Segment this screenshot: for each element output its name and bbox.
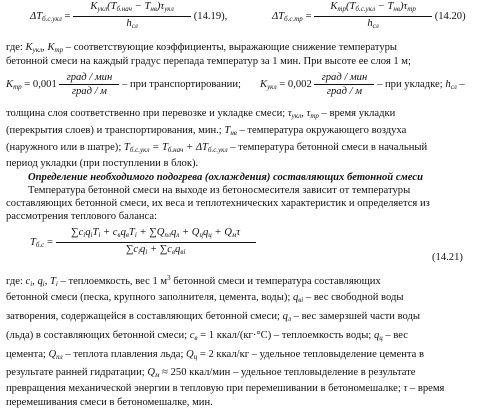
text-line: составляющих бетонной смеси, их веса и теплотехнических характеристик и определяется из bbox=[6, 198, 430, 209]
text-line: бетонной смеси (песка, крупного заполнителя, цемента, воды); $q_{вi}$ – вес свободной воды bbox=[6, 292, 404, 304]
text-line: перемешивания смеси в бетономешалке, мин. bbox=[6, 397, 213, 408]
ktr-formula: $K_{тр} = 0,001$ $\frac{\text{град / мин}}{\text{град / м}}$ – при транспортировании; bbox=[6, 72, 241, 97]
text-line: толщина слоя соответственно при перевозке и укладке смеси; $\tau_{укл}$, $\tau_{тр}$ – время укладки bbox=[6, 108, 396, 120]
formula-14-19-number: (14.19), bbox=[193, 10, 228, 22]
text-line: бетонной смеси на каждый градус перепада температур за 1 мин. При высоте ее слоя 1 м; bbox=[6, 56, 411, 67]
text-line: затворения, содержащейся в составляющих бетонной смеси; $q_л$ – вес замерзшей части воды bbox=[6, 311, 421, 323]
formula-14-20-number: (14.20) bbox=[434, 10, 466, 22]
formula-14-21-number: (14.21) bbox=[432, 252, 463, 263]
text-line: рассмотрения теплового баланса: bbox=[6, 211, 158, 222]
text-line: результате ранней гидратации; $Q_м \approx 250$ ккал/мин – удельное тепловыделение в результате bbox=[6, 367, 416, 379]
section-heading: Определение необходимого подогрева (охлаждения) составляющих бетонной смеси bbox=[28, 172, 423, 183]
text-line: Температура бетонной смеси на выходе из бетоносмесителя зависит от температуры bbox=[28, 185, 411, 196]
text-line: период укладки (при поступлении в блок). bbox=[6, 158, 199, 169]
text-line: (наружного или в шатре); $T_{б.с.укл} = T_{б.нач} + \Delta T_{б.с.укл}$ – температура бетонной смеси в начальный bbox=[6, 142, 428, 154]
text-line: где: $c_i$, $q_i$, $T_i$ – теплоемкость, вес 1 $м^3$ бетонной смеси и температура составляющих bbox=[6, 274, 381, 288]
text-line: (перекрытия слоев) и транспортирования, мин.; $T_{нв}$ – температура окружающего воздуха bbox=[6, 125, 407, 137]
formula-14-19: $\Delta T_{б.с.укл}$ = $\frac{K_{укл}(T_{б.нач} - T_{нв})\tau_{укл}}{h_{сл}}$ (14.19), bbox=[30, 1, 228, 30]
formula-14-20: $\Delta T_{б.с.тр}$ = $\frac{K_{тр}(T_{б.с.укл} - T_{нв})\tau_{тр}}{h_{сл}}$ (14.20) bbox=[272, 1, 466, 30]
text-line: (льда) в составляющих бетонной смеси; $c_в = 1$ ккал/(кг·°С) – теплоемкость воды; $q_ц$ – вес bbox=[6, 330, 408, 342]
text-line: где: $K_{укл}$, $K_{тр}$ – соответствующие коэффициенты, выражающие снижение температуры bbox=[6, 42, 398, 54]
kukl-formula: $K_{укл} = 0,002$ $\frac{\text{град / мин}}{\text{град / м}}$ – при укладке; $h_{сл}$ – bbox=[260, 72, 465, 97]
formula-14-21: $T_{б.с}$ = $\frac{\sum c_iq_iT_i + c_вq_вT_i + \sum Q_{пл}q_л + Q_цq_ц + Q_м\tau}{\sum c_iq_i + \sum c_вq_{вi}}$ bbox=[30, 226, 256, 259]
text-line: цемента; $Q_{пл}$ – теплота плавления льда; $Q_ц = 2$ ккал/кг – удельное тепловыделение цемента в bbox=[6, 349, 424, 361]
text-line: превращения механической энергии в тепловую при перемешивании в бетономешалке; τ – время bbox=[6, 383, 445, 394]
